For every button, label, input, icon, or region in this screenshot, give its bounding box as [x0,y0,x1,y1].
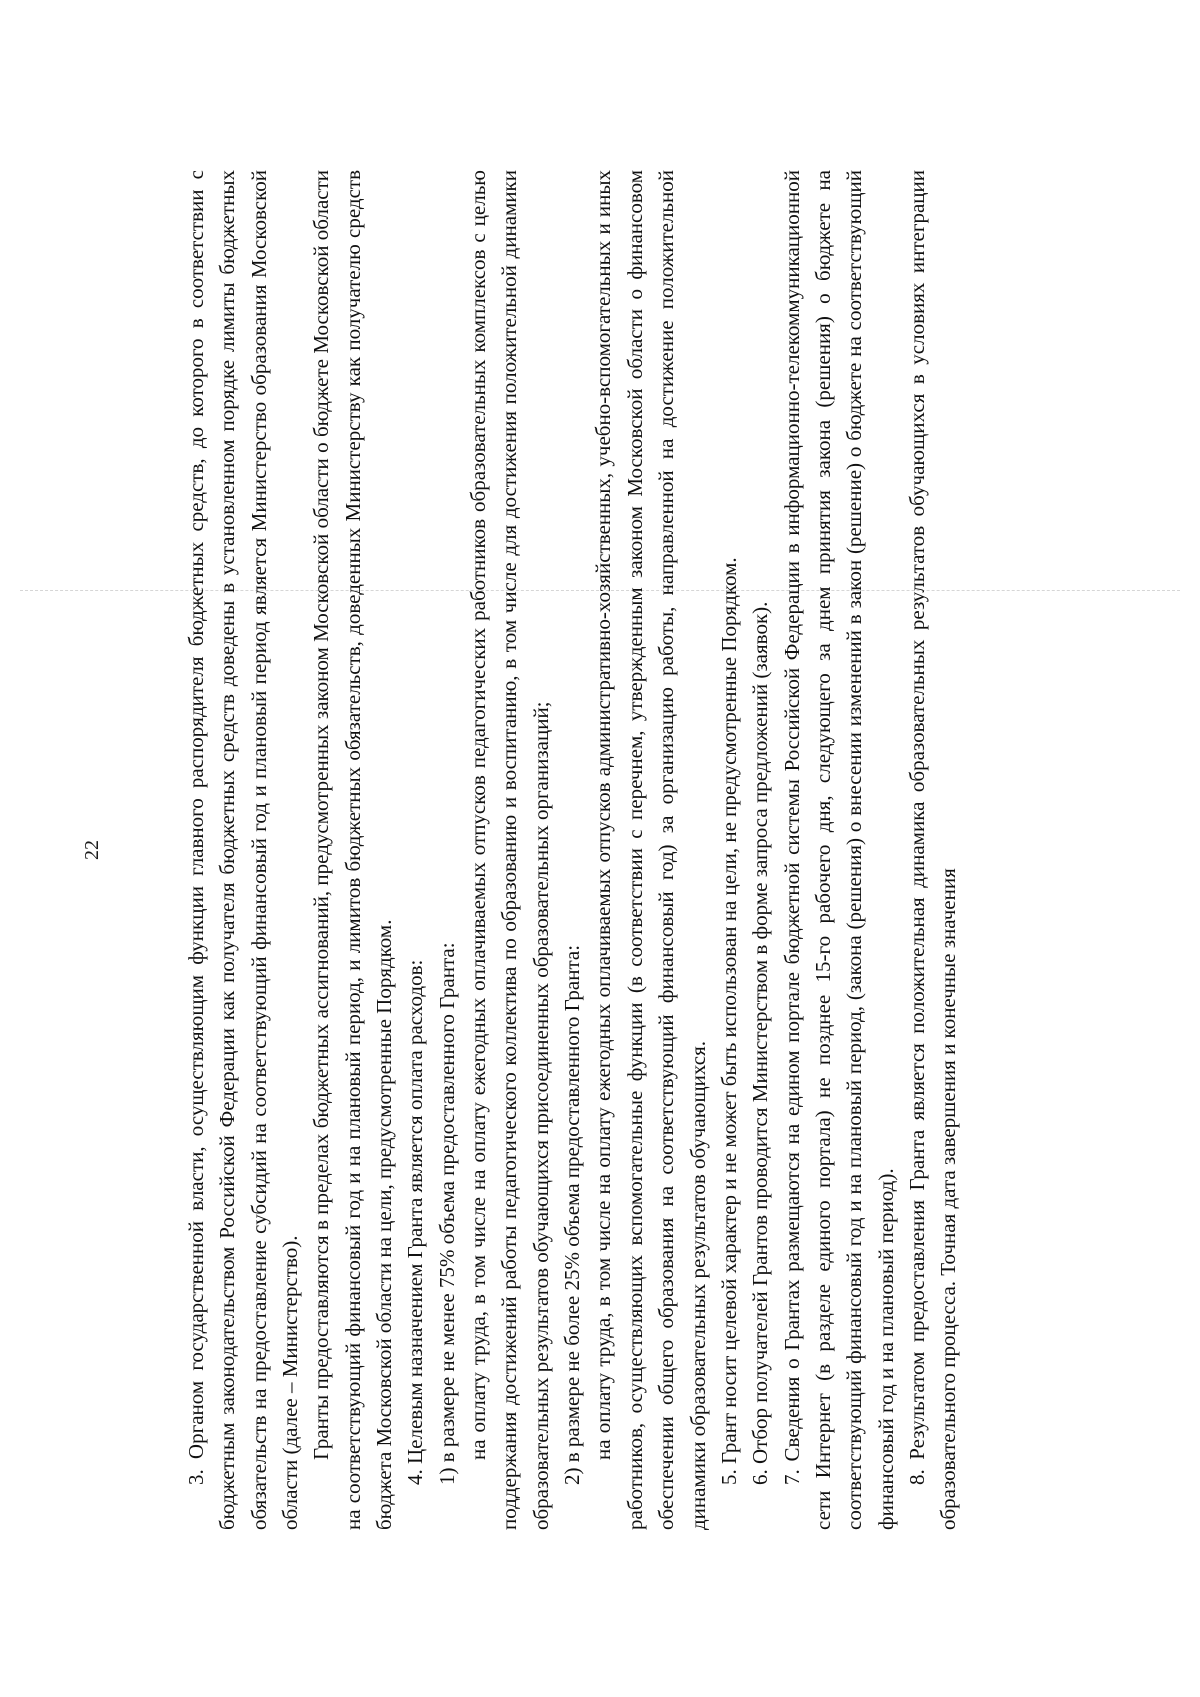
paragraph-3-main-administrator: 3. Органом государственной власти, осуществляющим функции главного распорядителя бюджетных средств, до которого в соответствии с бюджетным законодательством Российской Федерации как получателя бюджетных средств доведены в установленном порядке лимиты бюджетных обязательств на предоставление субсидий на соответствующий финансовый год и плановый период является Министерство образования Московской области (далее – Министерство). [184,170,303,1530]
paragraph-8-result: 8. Результатом предоставления Гранта является положительная динамика образовательных результатов обучающихся в условиях интеграции образовательного процесса. Точная дата завершения и конечные значения [904,170,961,1530]
paragraph-4-1-pedagogical-staff: на оплату труда, в том числе на оплату ежегодных оплачиваемых отпусков педагогических работников образовательных комплексов с целью поддержания достижений работы педагогического коллектива по образованию и воспитанию, в том числе для достижения положительной динамики образовательных результатов обучающихся присоединенных образовательных организаций; [466,170,553,1530]
paragraph-4-1-share: 1) в размере не менее 75% объема предоставленного Гранта: [434,942,459,1485]
paragraph-5-target-nature: 5. Грант носит целевой характер и не может быть использован на цели, не предусмотренные Порядком. [716,557,741,1485]
page-number: 22 [81,840,103,860]
paragraph-7-publication: 7. Сведения о Грантах размещаются на едином портале бюджетной системы Российской Федерации в информационно-телекоммуникационной сети Интернет (в разделе единого портала) не позднее 15-го рабочего дня, следующего за днем принятия закона (решения) о бюджете на соответствующий финансовый год и на плановый период, (закона (решения) о внесении изменений в закон (решение) о бюджете на соответствующий финансовый год и на плановый период). [779,170,898,1530]
paragraph-6-selection: 6. Отбор получателей Грантов проводится Министерством в форме запроса предложений (заявок). [748,601,773,1485]
document-body [181,170,1061,1530]
paragraph-4-2-share: 2) в размере не более 25% объема предоставленного Гранта: [560,944,585,1485]
paragraph-grants-budget-limits: Гранты предоставляются в пределах бюджетных ассигнований, предусмотренных законом Московской области о бюджете Московской области на соответствующий финансовый год и на плановый период, и лимитов бюджетных обязательств, доведенных Министерству как получателю средств бюджета Московской области на цели, предусмотренные Порядком. [309,170,397,1530]
paragraph-4-2-support-staff: на оплату труда, в том числе на оплату ежегодных оплачиваемых отпусков административно-хозяйственных, учебно-вспомогательных и иных работников, осуществляющих вспомогательные функции (в соответствии с перечнем, утвержденным законом Московской области о финансовом обеспечении общего образования на соответствующий финансовый год) за организацию работы, направленной на достижение положительной динамики образовательных результатов обучающихся. [591,170,710,1530]
paragraph-4-purpose: 4. Целевым назначением Гранта является оплата расходов: [403,959,428,1485]
